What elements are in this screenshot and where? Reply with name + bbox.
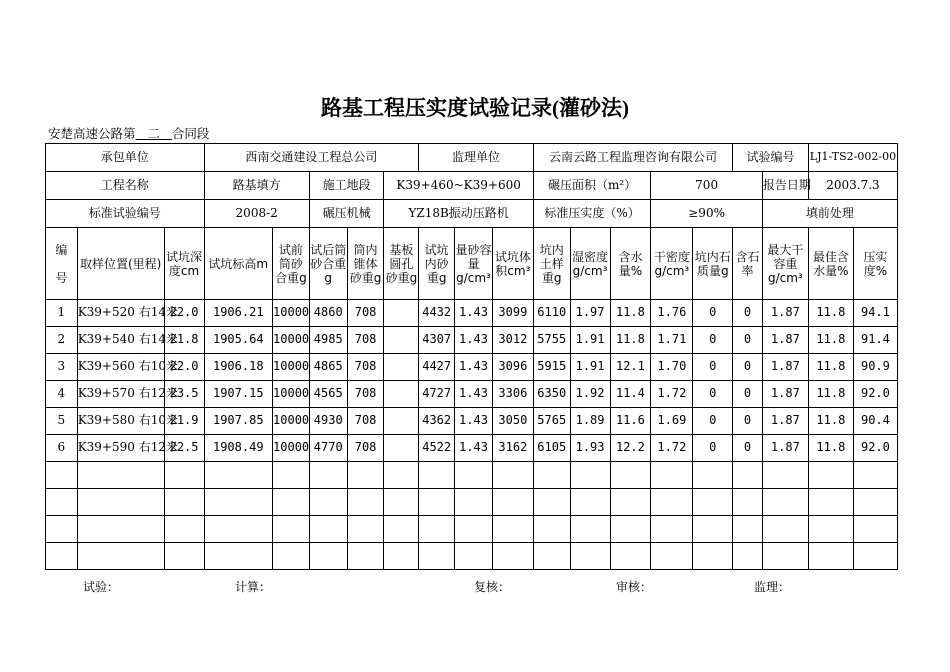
table-cell: 11.8 [808,435,853,462]
project-suffix: 合同段 [171,126,210,141]
empty-cell [384,543,419,570]
table-cell: 1 [46,300,78,327]
table-cell: 1906.21 [204,300,273,327]
column-header: 干密度g/cm³ [651,228,693,300]
empty-cell [762,489,808,516]
table-cell: 5 [46,408,78,435]
table-cell [384,354,419,381]
date-value: 2003.7.3 [808,172,897,200]
table-cell: 0 [693,435,733,462]
info-row-project [46,172,898,200]
project-name-value: 路基填方 [204,172,309,200]
empty-cell [347,489,384,516]
column-header: 含石率 [733,228,763,300]
footer-test: 试验： [83,580,120,594]
empty-cell [419,543,455,570]
column-header: 试坑内砂重g [419,228,455,300]
empty-cell [610,462,651,489]
column-header: 坑内石质量g [693,228,733,300]
table-cell: 1.43 [455,327,493,354]
table-cell: 0 [693,300,733,327]
empty-cell [46,489,78,516]
table-cell: 708 [347,408,384,435]
table-cell: 1.72 [651,435,693,462]
table-cell: 1.93 [570,435,610,462]
table-cell: 708 [347,354,384,381]
footer-supervise: 监理： [754,580,791,594]
empty-cell [853,462,897,489]
table-cell: 11.8 [808,408,853,435]
empty-cell [347,462,384,489]
column-header-row [46,228,898,300]
table-cell: 21.8 [164,327,204,354]
project-name-label: 工程名称 [46,172,205,200]
table-cell: 0 [733,381,763,408]
empty-cell [762,516,808,543]
table-cell: 4362 [419,408,455,435]
empty-cell [419,489,455,516]
table-cell: 21.9 [164,408,204,435]
table-cell [384,300,419,327]
empty-cell [693,516,733,543]
info-row-contractor [46,144,898,172]
table-cell: 4565 [309,381,347,408]
empty-cell [204,516,273,543]
table-row [46,408,898,435]
empty-cell [733,543,763,570]
empty-cell [733,489,763,516]
table-cell: 90.9 [853,354,897,381]
table-cell: 92.0 [853,381,897,408]
empty-cell [651,462,693,489]
empty-cell [610,543,651,570]
table-cell: 11.4 [610,381,651,408]
column-header: 量砂容量g/cm³ [455,228,493,300]
empty-cell [808,489,853,516]
table-cell: 1908.49 [204,435,273,462]
test-number-value: LJ1-TS2-002-00 [808,144,897,172]
empty-cell [651,489,693,516]
table-cell: 708 [347,435,384,462]
empty-cell [610,489,651,516]
table-cell: 1.87 [762,327,808,354]
empty-cell [570,462,610,489]
column-header: 压实度% [853,228,897,300]
empty-cell [693,489,733,516]
table-row [46,381,898,408]
table-cell: 1.91 [570,327,610,354]
table-cell: 708 [347,300,384,327]
empty-cell [533,543,570,570]
empty-cell [46,516,78,543]
table-cell: 10000 [273,408,310,435]
standard-test-number-value: 2008-2 [204,200,309,228]
contract-section-line [48,124,209,142]
table-cell: 3099 [492,300,533,327]
empty-cell [164,489,204,516]
empty-cell [273,489,310,516]
table-cell: 0 [693,381,733,408]
table-cell: 5765 [533,408,570,435]
table-cell: 0 [693,354,733,381]
column-header: 编 号 [46,228,78,300]
empty-cell [808,516,853,543]
table-cell: 4770 [309,435,347,462]
table-cell: 1905.64 [204,327,273,354]
column-header: 取样位置(里程) [77,228,164,300]
empty-cell [347,543,384,570]
empty-cell [693,543,733,570]
column-header: 试后筒砂合重g [309,228,347,300]
table-cell: K39+590 右12米 [77,435,164,462]
empty-cell [455,462,493,489]
table-cell: 10000 [273,300,310,327]
table-cell: K39+580 右10米 [77,408,164,435]
table-cell: 22.5 [164,435,204,462]
empty-cell [570,516,610,543]
info-row-standard [46,200,898,228]
supervisor-value: 云南云路工程监理咨询有限公司 [533,144,732,172]
empty-cell [853,489,897,516]
compaction-machine-label: 碾压机械 [309,200,384,228]
table-cell: 1.43 [455,408,493,435]
empty-cell [384,462,419,489]
empty-table-row [46,462,898,489]
table-cell: 1.43 [455,435,493,462]
empty-cell [77,462,164,489]
table-cell: 1.97 [570,300,610,327]
table-cell [384,408,419,435]
table-cell: 1907.15 [204,381,273,408]
table-cell: 6110 [533,300,570,327]
empty-cell [455,489,493,516]
table-cell: 10000 [273,435,310,462]
table-cell: 1.87 [762,354,808,381]
empty-cell [204,543,273,570]
empty-cell [77,489,164,516]
empty-cell [610,516,651,543]
column-header: 含水量% [610,228,651,300]
table-cell: 11.8 [808,354,853,381]
footer-review: 复核： [474,580,511,594]
table-cell: 1.72 [651,381,693,408]
table-cell: 10000 [273,354,310,381]
table-cell: 3050 [492,408,533,435]
table-cell [384,327,419,354]
empty-cell [693,462,733,489]
column-header: 最大干容重g/cm³ [762,228,808,300]
empty-cell [419,462,455,489]
column-header: 基板圆孔砂重g [384,228,419,300]
table-cell: 4 [46,381,78,408]
empty-cell [46,462,78,489]
empty-cell [309,543,347,570]
empty-cell [570,489,610,516]
table-cell: 4307 [419,327,455,354]
empty-cell [164,516,204,543]
area-label: 碾压面积（m²） [533,172,651,200]
empty-cell [762,543,808,570]
table-cell: 3096 [492,354,533,381]
table-cell: 11.8 [808,327,853,354]
table-cell: 3306 [492,381,533,408]
contract-section-number: 二 [147,126,160,141]
table-cell: 5915 [533,354,570,381]
empty-cell [853,543,897,570]
table-row [46,327,898,354]
table-cell: 4727 [419,381,455,408]
table-cell: 94.1 [853,300,897,327]
empty-cell [77,543,164,570]
table-row [46,300,898,327]
date-label: 报告日期 [762,172,808,200]
table-cell: 0 [733,327,763,354]
empty-cell [204,489,273,516]
table-cell: 92.0 [853,435,897,462]
empty-cell [492,516,533,543]
column-header: 最佳含水量% [808,228,853,300]
table-cell: 0 [693,408,733,435]
footer-calc: 计算： [235,580,272,594]
empty-cell [164,462,204,489]
table-cell: 1.87 [762,435,808,462]
column-header: 坑内土样重g [533,228,570,300]
table-cell: K39+570 右12米 [77,381,164,408]
table-cell: 1.87 [762,408,808,435]
table-cell: 11.8 [808,381,853,408]
table-cell: 11.8 [610,300,651,327]
table-cell: 22.0 [164,300,204,327]
empty-cell [762,462,808,489]
table-cell [384,435,419,462]
empty-cell [419,516,455,543]
site-label: 施工地段 [309,172,384,200]
table-row [46,354,898,381]
empty-cell [492,543,533,570]
page-title: 路基工程压实度试验记录(灌砂法) [321,96,629,120]
table-cell: 1.87 [762,300,808,327]
standard-compaction-value: ≥90% [651,200,762,228]
empty-cell [808,543,853,570]
empty-cell [347,516,384,543]
project-prefix: 安楚高速公路第 [48,126,136,141]
empty-cell [204,462,273,489]
table-cell: 11.8 [610,327,651,354]
table-cell: 4865 [309,354,347,381]
empty-cell [533,462,570,489]
empty-table-row [46,516,898,543]
table-cell: 90.4 [853,408,897,435]
table-cell: 1.43 [455,381,493,408]
empty-cell [46,543,78,570]
empty-cell [733,516,763,543]
column-header: 试前筒砂合重g [273,228,310,300]
table-cell [384,381,419,408]
table-cell: 1.87 [762,381,808,408]
table-cell: 0 [733,408,763,435]
empty-cell [533,516,570,543]
empty-cell [492,462,533,489]
empty-cell [309,489,347,516]
table-cell: 6 [46,435,78,462]
table-cell: K39+520 右14米 [77,300,164,327]
table-cell: 1.76 [651,300,693,327]
table-cell: 4427 [419,354,455,381]
table-cell: 6350 [533,381,570,408]
table-cell: 0 [733,354,763,381]
table-cell: 22.0 [164,354,204,381]
empty-cell [533,489,570,516]
empty-cell [492,489,533,516]
table-cell: 4522 [419,435,455,462]
table-cell: 1.91 [570,354,610,381]
table-cell: 1.70 [651,354,693,381]
table-cell: 4432 [419,300,455,327]
contractor-value: 西南交通建设工程总公司 [204,144,419,172]
column-header: 湿密度g/cm³ [570,228,610,300]
empty-cell [384,489,419,516]
table-cell: 1.71 [651,327,693,354]
table-row [46,435,898,462]
table-cell: 708 [347,381,384,408]
empty-cell [273,516,310,543]
table-cell: K39+540 右14米 [77,327,164,354]
contractor-label: 承包单位 [46,144,205,172]
table-cell: 3162 [492,435,533,462]
empty-cell [808,462,853,489]
test-number-label: 试验编号 [733,144,809,172]
supervisor-label: 监理单位 [419,144,534,172]
standard-test-number-label: 标准试验编号 [46,200,205,228]
empty-cell [384,516,419,543]
empty-table-row [46,543,898,570]
table-cell: 1907.85 [204,408,273,435]
table-cell: 6105 [533,435,570,462]
table-cell: 4930 [309,408,347,435]
table-cell: 1.89 [570,408,610,435]
footer-audit: 审核： [616,580,653,594]
empty-cell [651,543,693,570]
table-cell: 4985 [309,327,347,354]
table-cell: 708 [347,327,384,354]
empty-cell [309,516,347,543]
column-header: 试坑体积cm³ [492,228,533,300]
table-cell: 12.2 [610,435,651,462]
empty-cell [651,516,693,543]
table-cell: 2 [46,327,78,354]
table-cell: 0 [693,327,733,354]
empty-cell [273,462,310,489]
area-value: 700 [651,172,762,200]
empty-cell [273,543,310,570]
table-cell: 1.43 [455,354,493,381]
table-cell: 3012 [492,327,533,354]
table-cell: 1.92 [570,381,610,408]
compaction-machine-value: YZ18B振动压路机 [384,200,533,228]
empty-cell [164,543,204,570]
empty-cell [309,462,347,489]
table-cell: 4860 [309,300,347,327]
empty-cell [853,516,897,543]
empty-cell [733,462,763,489]
empty-cell [455,543,493,570]
site-value: K39+460~K39+600 [384,172,533,200]
table-cell: 3 [46,354,78,381]
table-cell: 1.69 [651,408,693,435]
table-cell: 11.6 [610,408,651,435]
table-cell: 12.1 [610,354,651,381]
empty-table-row [46,489,898,516]
table-cell: 11.8 [808,300,853,327]
table-cell: 0 [733,435,763,462]
column-header: 试坑深度cm [164,228,204,300]
table-cell: 0 [733,300,763,327]
table-cell: 91.4 [853,327,897,354]
table-cell: 10000 [273,327,310,354]
record-table [45,143,898,570]
table-cell: 1.43 [455,300,493,327]
empty-cell [570,543,610,570]
empty-cell [77,516,164,543]
table-cell: 5755 [533,327,570,354]
table-cell: 10000 [273,381,310,408]
column-header: 试坑标高m [204,228,273,300]
column-header: 筒内锥体砂重g [347,228,384,300]
table-cell: K39+560 右10米 [77,354,164,381]
table-cell: 1906.18 [204,354,273,381]
empty-cell [455,516,493,543]
standard-compaction-label: 标准压实度（%） [533,200,651,228]
treatment-label: 填前处理 [762,200,897,228]
table-cell: 23.5 [164,381,204,408]
